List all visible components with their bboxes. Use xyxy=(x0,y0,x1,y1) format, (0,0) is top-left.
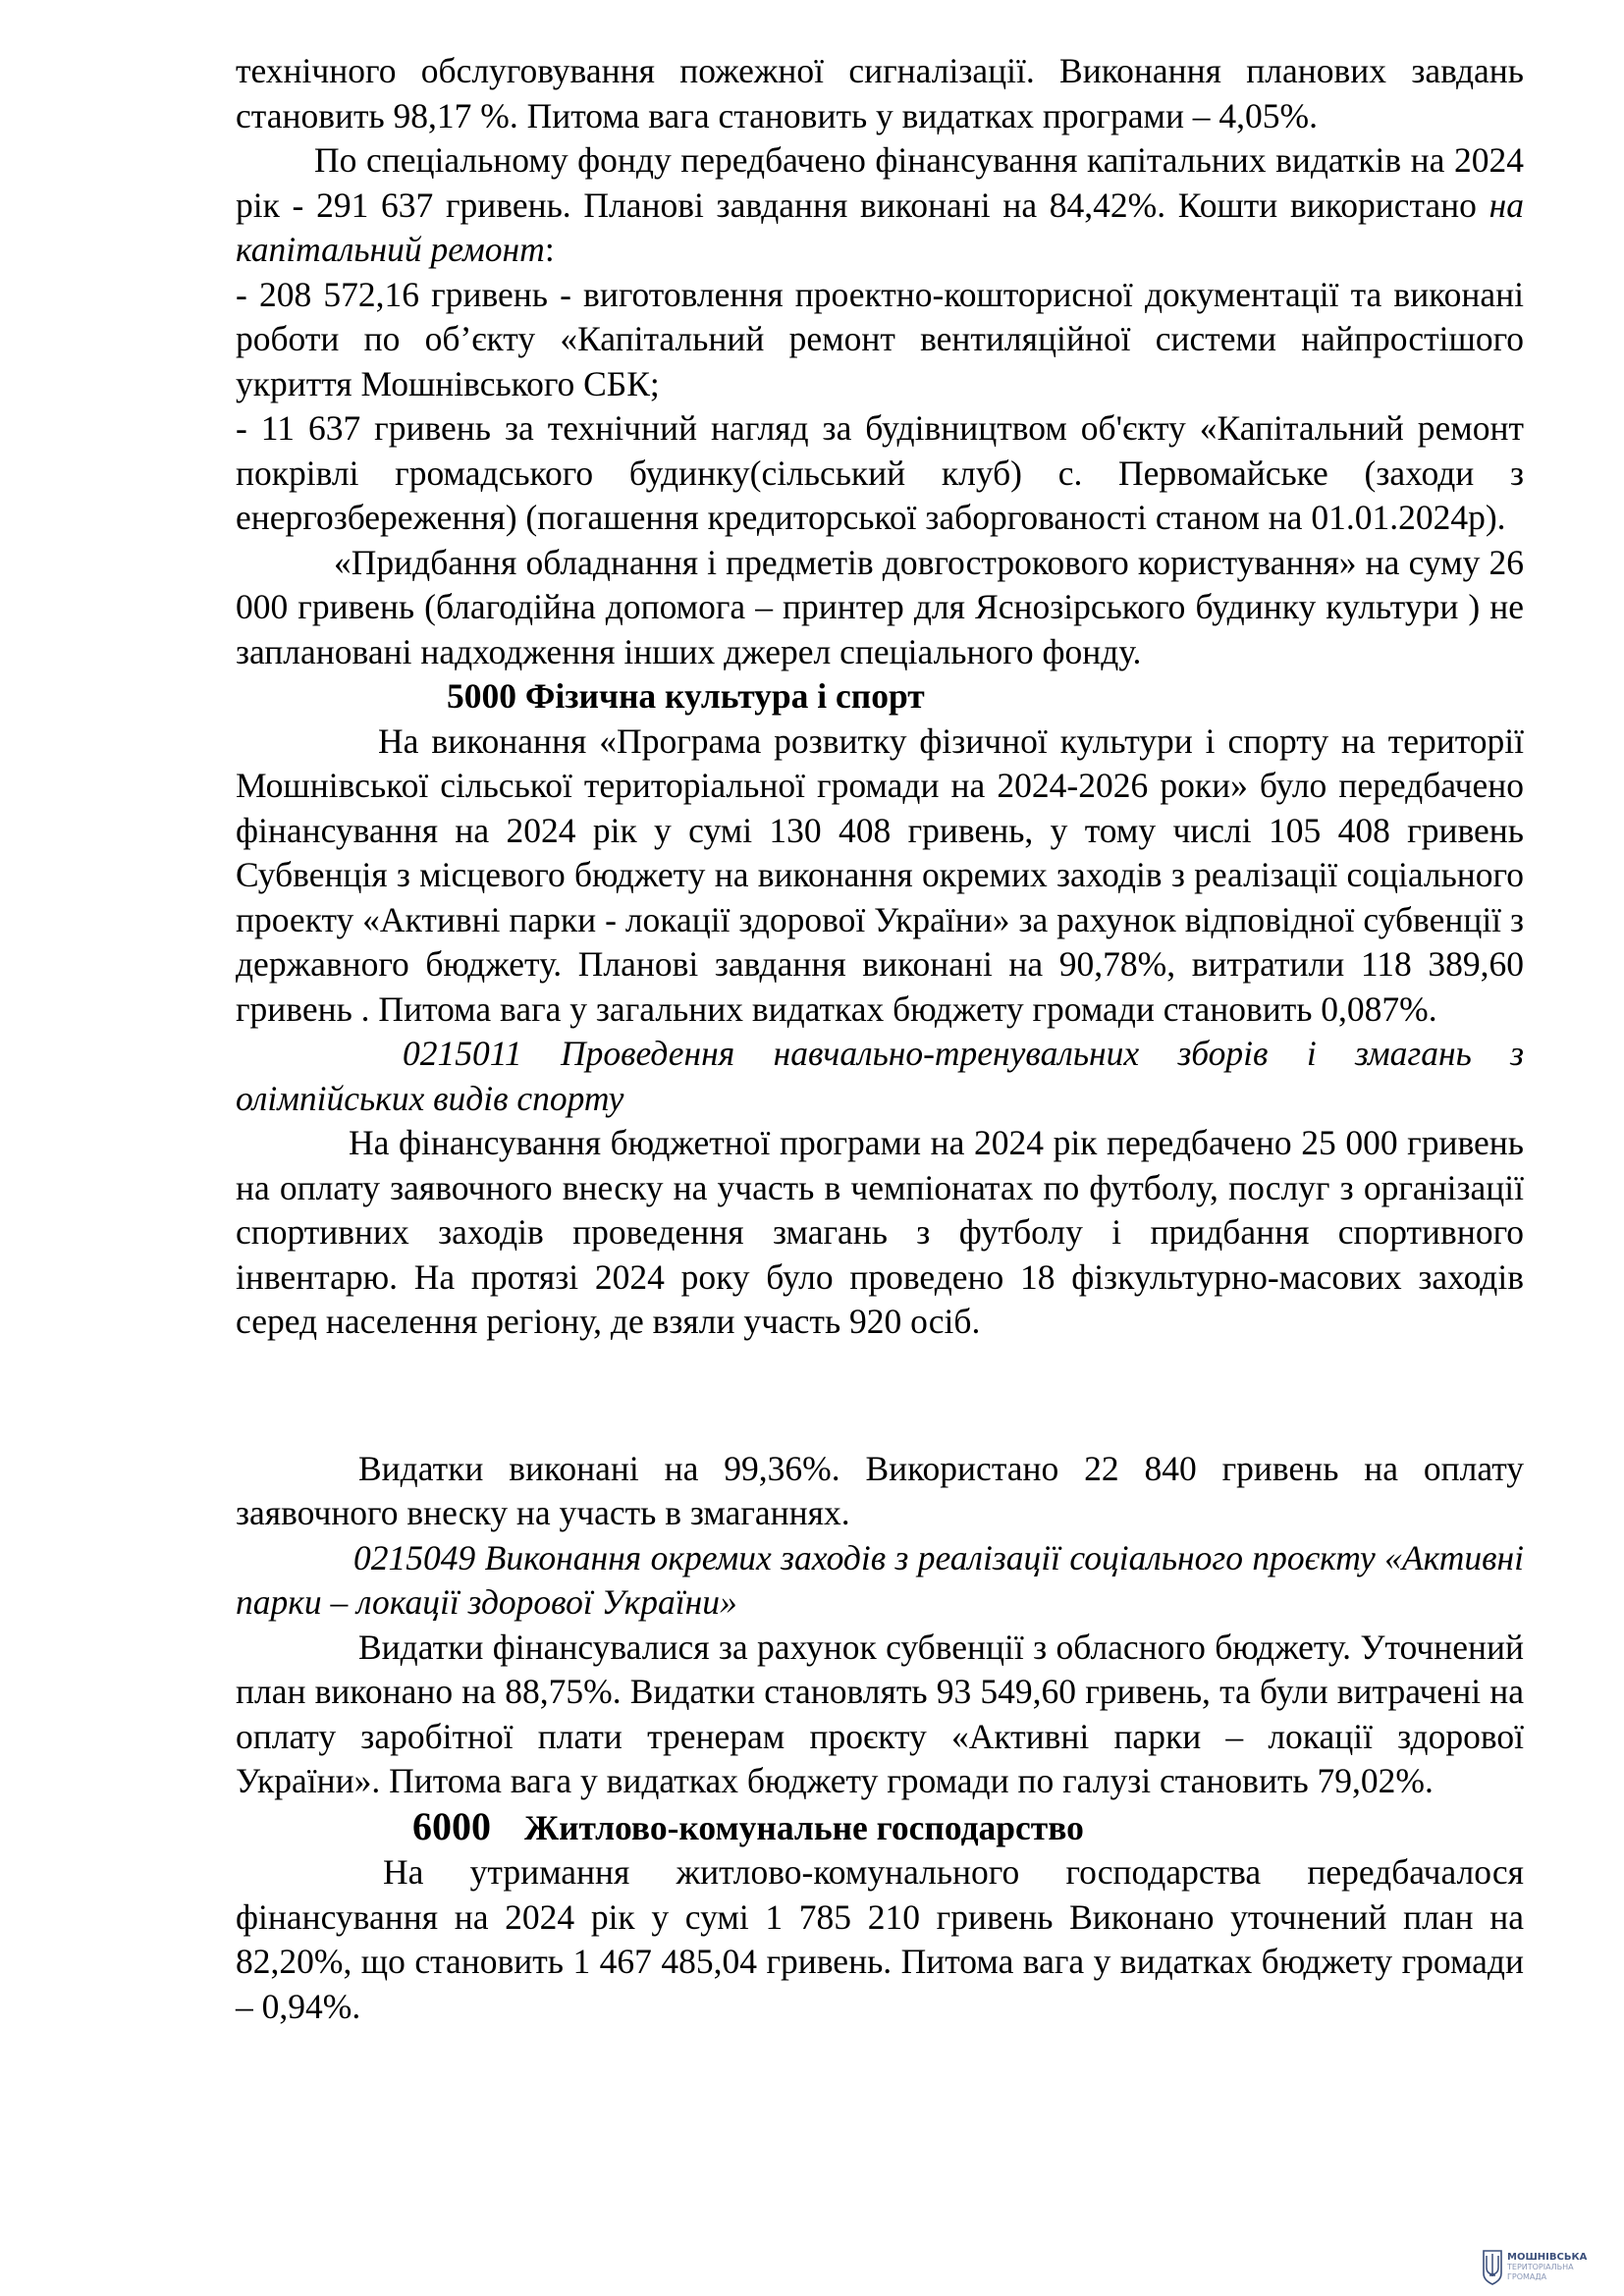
blank-spacer xyxy=(236,1345,1524,1447)
capital-repair-label: на капітальний ремонт xyxy=(236,185,1524,269)
paragraph-fire-alarm: технічного обслуговування пожежної сигналізації. Виконання планових завдань становить 98,17 %. Питома вага становить у видатках програми – 4,05%. xyxy=(236,51,1524,135)
section-heading-housing xyxy=(236,1804,1524,1851)
paragraph-expenses-executed: Видатки виконані на 99,36%. Використано 22 840 гривень на оплату заявочного внеску на участь в змаганнях. xyxy=(236,1448,1524,1532)
section-heading-sport: 5000 Фізична культура і спорт xyxy=(447,676,925,716)
trident-emblem-icon xyxy=(1483,2250,1502,2285)
paragraph-housing-funding: На утримання житлово-комунального господарства передбачалося фінансування на 2024 рік у сумі 1 785 210 гривень Виконано уточнений план на 82,20%, що становить 1 467 485,04 гривень. Питома вага у видатках бюджету громади – 0,94%. xyxy=(236,1852,1524,2026)
subheading-program-0215049: 0215049 Виконання окремих заходів з реалізації соціального проєкту «Активні парки – локації здорової України» xyxy=(236,1537,1524,1622)
logo-line-3: ГРОМАДА xyxy=(1507,2272,1547,2281)
paragraph-equipment-purchase: «Придбання обладнання і предметів довгострокового користування» на суму 26 000 гривень (благодійна допомога – принтер для Яснозірського будинку культури ) не заплановані надходження інших джерел спеціального фонду. xyxy=(236,542,1524,671)
paragraph-special-fund-text: По спеціальному фонду передбачено фінансування капітальних видатків на 2024 рік - 291 637 гривень. Планові завдання виконані на 84,42%. Кошти використано xyxy=(236,140,1524,225)
logo-line-1: МОШНІВСЬКА xyxy=(1507,2252,1588,2263)
section-title: Житлово-комунальне господарство xyxy=(524,1807,1084,1847)
paragraph-budget-program-5011: На фінансування бюджетної програми на 2024 рік передбачено 25 000 гривень на оплату заявочного внеску на участь в чемпіонатах по футболу, послуг з організації спортивних заходів проведення змагань з футболу і придбання спортивного інвентарю. На протязі 2024 року було проведено 18 фізкультурно-масових заходів серед населення регіону, де взяли участь 920 осіб. xyxy=(236,1123,1524,1341)
logo-line-2: ТЕРИТОРІАЛЬНА xyxy=(1507,2263,1574,2271)
subheading-program-0215011: 0215011 Проведення навчально-тренувальних зборів і змагань з олімпійських видів спорту xyxy=(236,1034,1524,1118)
document-page xyxy=(236,49,1524,2029)
paragraph-roof-repair: - 11 637 гривень за технічний нагляд за будівництвом об'єкту «Капітальний ремонт покрівлі громадського будинку(сільський клуб) с. Первомайське (заходи з енергозбереження) (погашення кредиторської заборгованості станом на 01.01.2024р). xyxy=(236,408,1524,537)
logo-text xyxy=(1507,2253,1587,2282)
community-logo xyxy=(1483,2248,1620,2287)
paragraph-special-fund xyxy=(236,138,1524,273)
paragraph-special-fund-end: : xyxy=(544,230,555,269)
section-number: 6000 xyxy=(412,1803,491,1848)
paragraph-ventilation-repair: - 208 572,16 гривень - виготовлення проектно-кошторисної документації та виконані роботи по об’єкту «Капітальний ремонт вентиляційної системи найпростішого укриття Мошнівського СБК; xyxy=(236,274,1524,403)
paragraph-active-parks: Видатки фінансувалися за рахунок субвенції з обласного бюджету. Уточнений план виконано на 88,75%. Видатки становлять 93 549,60 гривень, та були витрачені на оплату заробітної плати тренерам проєкту «Активні парки – локації здорової України». Питома вага у видатках бюджету громади по галузі становить 79,02%. xyxy=(236,1627,1524,1800)
paragraph-sport-program: На виконання «Програма розвитку фізичної культури і спорту на території Мошнівської сільської територіальної громади на 2024-2026 роки» було передбачено фінансування на 2024 рік у сумі 130 408 гривень, у тому числі 105 408 гривень Субвенція з місцевого бюджету на виконання окремих заходів з реалізації соціального проекту «Активні парки - локації здорової України» за рахунок відповідної субвенції з державного бюджету. Планові завдання виконані на 90,78%, витратили 118 389,60 гривень . Питома вага у загальних видатках бюджету громади становить 0,087%. xyxy=(236,721,1524,1029)
